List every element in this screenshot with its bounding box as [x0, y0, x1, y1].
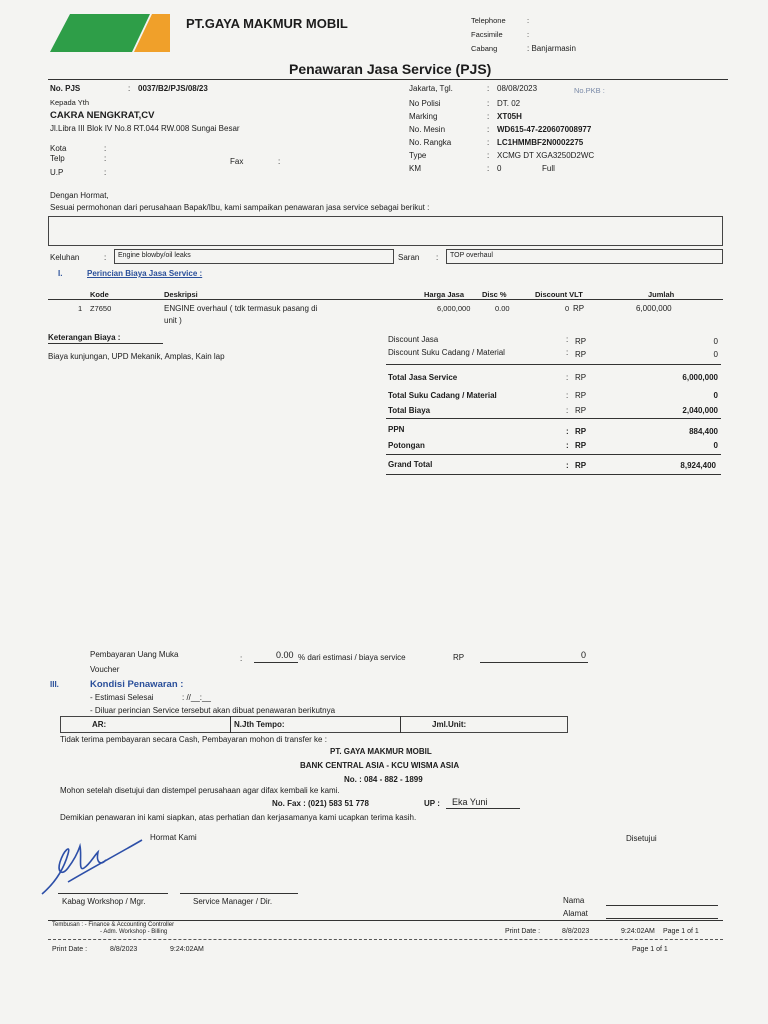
colon: : — [487, 84, 490, 93]
nama-label: Nama — [563, 896, 585, 905]
jml-unit-label: Jml.Unit: — [432, 720, 467, 729]
colon: : — [436, 253, 439, 262]
rp-label: RP — [575, 337, 587, 346]
colon: : — [566, 406, 569, 415]
row-kode: Z7650 — [90, 304, 112, 313]
rp-label: RP — [575, 441, 587, 450]
colon: : — [487, 112, 490, 121]
total-suku-cadang-label: Total Suku Cadang / Material — [388, 391, 497, 400]
nama-rule — [606, 905, 718, 906]
transfer-account: No. : 084 - 882 - 1899 — [344, 775, 423, 784]
row-jumlah: 6,000,000 — [636, 304, 672, 313]
no-pkb-label: No.PKB : — [574, 86, 605, 95]
keluhan-label: Keluhan — [50, 253, 80, 262]
discount-jasa-label: Discount Jasa — [388, 335, 439, 344]
discount-suku-cadang-value: 0 — [713, 350, 718, 359]
up-rule — [446, 808, 520, 809]
customer-address: Jl.Libra III Blok IV No.8 RT.044 RW.008 Sungai Besar — [50, 124, 240, 133]
colon: : — [487, 138, 490, 147]
colon: : — [104, 253, 107, 262]
col-harga: Harga Jasa — [424, 290, 465, 299]
alamat-rule — [606, 918, 718, 919]
keterangan-rule — [48, 343, 163, 344]
no-polisi-label: No Polisi — [409, 99, 441, 108]
kabag-rule — [58, 893, 168, 894]
no-pjs-label: No. PJS — [50, 84, 81, 93]
estimasi-value: : //__:__ — [182, 693, 211, 702]
keterangan-text: Biaya kunjungan, UPD Mekanik, Amplas, Kain lap — [48, 352, 225, 361]
totals-rule — [386, 364, 721, 365]
colon: : — [128, 84, 131, 93]
row-desc-line1: ENGINE overhaul ( tdk termasuk pasang di — [164, 304, 318, 313]
payment-percent-text: % dari estimasi / biaya service — [298, 653, 406, 662]
section-3-title: Kondisi Penawaran : — [90, 679, 184, 690]
kabag-label: Kabag Workshop / Mgr. — [62, 897, 146, 906]
mohon-text: Mohon setelah disetujui dan distempel perusahaan agar difax kembali ke kami. — [60, 786, 340, 795]
saran-field — [446, 249, 723, 264]
total-jasa-label: Total Jasa Service — [388, 373, 458, 382]
company-name: PT.GAYA MAKMUR MOBIL — [186, 16, 348, 31]
row-desc-line2: unit ) — [164, 316, 182, 325]
type-label: Type — [409, 151, 427, 160]
up-value: Eka Yuni — [452, 797, 488, 807]
colon: : — [104, 154, 107, 163]
section-3-number: III. — [50, 680, 59, 689]
total-biaya-value: 2,040,000 — [682, 406, 718, 415]
voucher-label: Voucher — [90, 665, 120, 674]
totals-rule — [386, 454, 721, 455]
colon: : — [104, 168, 107, 177]
discount-jasa-value: 0 — [713, 337, 718, 346]
ppn-label: PPN — [388, 425, 405, 434]
payment-percent: 0.00 — [276, 650, 294, 660]
footer-dashed-rule — [48, 939, 723, 940]
col-disc-vlt: Discount VLT — [535, 290, 583, 299]
potongan-label: Potongan — [388, 441, 425, 450]
rp-label: RP — [575, 427, 587, 436]
fax-label: Fax — [230, 157, 244, 166]
col-kode: Kode — [90, 290, 109, 299]
print-time-2: 9:24:02AM — [170, 946, 204, 953]
keluhan-value: Engine blowby/oil leaks — [118, 252, 191, 259]
payment-label: Pembayaran Uang Muka — [90, 650, 179, 659]
up-label: U.P — [50, 168, 64, 177]
col-jumlah: Jumlah — [648, 290, 675, 299]
print-date-2: 8/8/2023 — [110, 946, 138, 953]
row-disc: 0.00 — [495, 304, 510, 313]
totals-rule — [386, 474, 721, 475]
rp-label: RP — [575, 373, 587, 382]
ar-box-divider — [230, 716, 231, 733]
marking-label: Marking — [409, 112, 438, 121]
no-pjs-value: 0037/B2/PJS/08/23 — [138, 84, 208, 93]
colon: : — [487, 151, 490, 160]
ar-label: AR: — [92, 720, 107, 729]
total-jasa-value: 6,000,000 — [682, 373, 718, 382]
keterangan-label: Keterangan Biaya : — [48, 333, 121, 342]
alamat-label: Alamat — [563, 909, 588, 918]
payment-value-rule — [480, 662, 588, 663]
no-polisi-value: DT. 02 — [497, 99, 521, 108]
colon: : — [240, 654, 243, 663]
print-time: 9:24:02AM — [621, 928, 655, 935]
payment-value: 0 — [580, 650, 586, 660]
page-number-2: Page 1 of 1 — [632, 946, 668, 953]
diluar-text: - Diluar perincian Service tersebut akan dibuat penawaran berikutnya — [90, 706, 336, 715]
rp-label: RP — [575, 350, 587, 359]
colon: : — [487, 164, 490, 173]
footer-rule — [48, 920, 723, 921]
print-date-label-2: Print Date : — [52, 946, 88, 953]
njth-label: N.Jth Tempo: — [234, 720, 285, 729]
tembusan-line1: Tembusan : - Finance & Accounting Controller — [52, 922, 175, 928]
rp-label: RP — [575, 391, 587, 400]
telephone-value: : — [527, 16, 530, 25]
section-1-title: Perincian Biaya Jasa Service : — [87, 269, 203, 278]
colon: : — [566, 391, 569, 400]
row-disc-vlt: 0 — [565, 304, 570, 313]
colon: : — [566, 373, 569, 382]
col-deskripsi: Deskripsi — [164, 290, 198, 299]
transfer-note: Tidak terima pembayaran secara Cash, Pembayaran mohon di transfer ke : — [60, 735, 327, 744]
colon: : — [566, 427, 569, 436]
potongan-value: 0 — [713, 441, 718, 450]
colon: : — [566, 348, 569, 357]
row-harga: 6,000,000 — [437, 304, 471, 313]
rp-label: RP — [453, 653, 465, 662]
discount-suku-cadang-label: Discount Suku Cadang / Material — [388, 348, 505, 357]
km-label: KM — [409, 164, 421, 173]
telephone-label: Telephone — [471, 16, 506, 25]
km-extra: Full — [542, 164, 555, 173]
telp-label: Telp — [50, 154, 65, 163]
colon: : — [487, 125, 490, 134]
customer-name: CAKRA NENGKRAT,CV — [50, 110, 155, 121]
no-mesin-label: No. Mesin — [409, 125, 446, 134]
ar-box — [60, 716, 568, 733]
facsimile-label: Facsimile — [471, 30, 503, 39]
ppn-value: 884,400 — [689, 427, 718, 436]
totals-rule — [386, 418, 721, 419]
saran-label: Saran — [398, 253, 420, 262]
section-1-number: I. — [58, 269, 63, 278]
table-header-rule — [48, 299, 723, 300]
colon: : — [566, 441, 569, 450]
transfer-bank: BANK CENTRAL ASIA - KCU WISMA ASIA — [300, 761, 460, 770]
rp-label: RP — [575, 461, 587, 470]
km-value: 0 — [497, 164, 502, 173]
col-disc: Disc % — [482, 290, 507, 299]
notes-box — [48, 216, 723, 246]
payment-percent-rule — [254, 662, 298, 663]
demikian-text: Demikian penawaran ini kami siapkan, atas perhatian dan kerjasamanya kami ucapkan terima kasih. — [60, 813, 417, 822]
total-suku-cadang-value: 0 — [713, 391, 718, 400]
title-rule — [48, 79, 728, 80]
cabang-value: : Banjarmasin — [527, 44, 576, 53]
document-title: Penawaran Jasa Service (PJS) — [289, 61, 492, 77]
marking-value: XT05H — [497, 112, 522, 121]
greeting-line2: Sesuai permohonan dari perusahaan Bapak/Ibu, kami sampaikan penawaran jasa service sebagai berikut : — [50, 203, 430, 212]
saran-value: TOP overhaul — [450, 252, 493, 259]
up-label-closing: UP : — [424, 799, 440, 808]
signature — [38, 832, 148, 900]
no-mesin-value: WD615-47-220607008977 — [497, 125, 592, 134]
service-mgr-label: Service Manager / Dir. — [193, 897, 273, 906]
colon: : — [104, 144, 107, 153]
jakarta-label: Jakarta, Tgl. — [409, 84, 453, 93]
company-logo — [50, 14, 170, 54]
row-number: 1 — [78, 304, 83, 313]
type-value: XCMG DT XGA3250D2WC — [497, 151, 595, 160]
transfer-company: PT. GAYA MAKMUR MOBIL — [330, 747, 432, 756]
colon: : — [487, 99, 490, 108]
hormat-kami: Hormat Kami — [150, 833, 197, 842]
colon: : — [278, 157, 281, 166]
grand-total-label: Grand Total — [388, 460, 433, 469]
kota-label: Kota — [50, 144, 67, 153]
total-biaya-label: Total Biaya — [388, 406, 431, 415]
keluhan-field — [114, 249, 394, 264]
kepada-label: Kepada Yth — [50, 98, 90, 107]
fax-number: No. Fax : (021) 583 51 778 — [272, 799, 369, 808]
disetujui-label: Disetujui — [626, 834, 657, 843]
no-rangka-value: LC1HMMBF2N0002275 — [497, 138, 584, 147]
estimasi-label: - Estimasi Selesai — [90, 693, 154, 702]
no-rangka-label: No. Rangka — [409, 138, 452, 147]
print-date: 8/8/2023 — [562, 928, 590, 935]
print-date-label: Print Date : — [505, 928, 541, 935]
greeting-line1: Dengan Hormat, — [50, 191, 109, 200]
tanggal-value: 08/08/2023 — [497, 84, 538, 93]
page-number: Page 1 of 1 — [663, 928, 699, 935]
rp-label: RP — [575, 406, 587, 415]
service-mgr-rule — [180, 893, 298, 894]
ar-box-divider — [400, 716, 401, 733]
row-rp: RP — [573, 304, 585, 313]
cabang-label: Cabang — [471, 44, 498, 53]
grand-total-value: 8,924,400 — [680, 461, 716, 470]
colon: : — [566, 335, 569, 344]
facsimile-value: : — [527, 30, 530, 39]
colon: : — [566, 461, 569, 470]
tembusan-line2: - Adm. Workshop - Billing — [100, 929, 168, 935]
